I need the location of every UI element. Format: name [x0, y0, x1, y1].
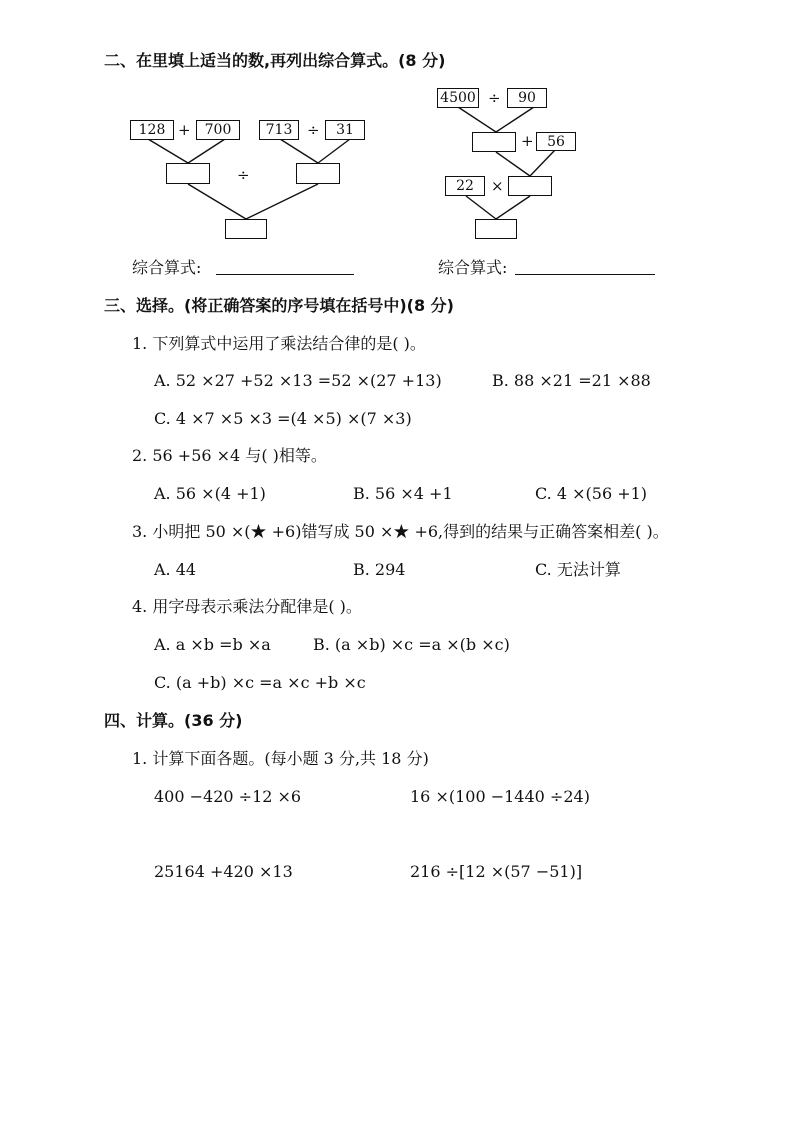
question-4-option-c: C. (a +b) ×c =a ×c +b ×c [154, 673, 366, 692]
tree-left-divide: ÷ [307, 121, 320, 139]
section4-title: 四、计算。(36 分) [104, 711, 243, 730]
tree-left-box-128: 128 [130, 120, 174, 140]
tree-left-mid-divide: ÷ [237, 166, 250, 184]
formula-blank-left[interactable] [216, 274, 354, 275]
tree-right-box-22: 22 [445, 176, 485, 196]
tree-connector-lines [0, 0, 800, 300]
tree-right-times: × [491, 177, 504, 195]
question-3-option-b: B. 294 [353, 560, 406, 579]
section2-title: 二、在里填上适当的数,再列出综合算式。(8 分) [104, 51, 446, 70]
tree-left-answer-box-final[interactable] [225, 219, 267, 239]
question-4-option-b: B. (a ×b) ×c =a ×(b ×c) [313, 635, 510, 654]
calc-expression-2: 16 ×(100 −1440 ÷24) [410, 787, 590, 806]
tree-left-answer-box-2[interactable] [296, 163, 340, 184]
question-2-option-c: C. 4 ×(56 +1) [535, 484, 648, 503]
tree-left-box-31: 31 [325, 120, 365, 140]
question-2-text: 2. 56 +56 ×4 与( )相等。 [132, 446, 327, 465]
calc-expression-3: 25164 +420 ×13 [154, 862, 293, 881]
formula-blank-right[interactable] [515, 274, 655, 275]
calc-expression-1: 400 −420 ÷12 ×6 [154, 787, 302, 806]
tree-right-divide: ÷ [488, 89, 501, 107]
question-3-option-c: C. 无法计算 [535, 560, 621, 579]
formula-label-right: 综合算式: [438, 258, 508, 277]
question-1-text: 1. 下列算式中运用了乘法结合律的是( )。 [132, 334, 426, 353]
question-2-option-a: A. 56 ×(4 +1) [154, 484, 266, 503]
tree-right-answer-box-final[interactable] [475, 219, 517, 239]
tree-right-box-56: 56 [536, 132, 576, 151]
tree-right-answer-box-1[interactable] [472, 132, 516, 152]
tree-right-plus: + [521, 132, 534, 150]
question-4-option-a: A. a ×b =b ×a [154, 635, 271, 654]
tree-left-answer-box-1[interactable] [166, 163, 210, 184]
tree-left-box-700: 700 [196, 120, 240, 140]
question-1-option-c: C. 4 ×7 ×5 ×3 =(4 ×5) ×(7 ×3) [154, 409, 412, 428]
question-3-option-a: A. 44 [154, 560, 197, 579]
tree-right-answer-box-2[interactable] [508, 176, 552, 196]
calc-expression-4: 216 ÷[12 ×(57 −51)] [410, 862, 583, 881]
question-1-option-b: B. 88 ×21 =21 ×88 [492, 371, 651, 390]
section4-sub1: 1. 计算下面各题。(每小题 3 分,共 18 分) [132, 749, 429, 768]
formula-label-left: 综合算式: [132, 258, 202, 277]
tree-right-box-4500: 4500 [437, 88, 479, 108]
question-3-text: 3. 小明把 50 ×(★ +6)错写成 50 ×★ +6,得到的结果与正确答案相差( )。 [132, 522, 669, 541]
question-1-option-a: A. 52 ×27 +52 ×13 =52 ×(27 +13) [154, 371, 442, 390]
tree-left-box-713: 713 [259, 120, 299, 140]
tree-right-box-90: 90 [507, 88, 547, 108]
tree-left-plus: + [178, 121, 191, 139]
question-4-text: 4. 用字母表示乘法分配律是( )。 [132, 597, 362, 616]
section3-title: 三、选择。(将正确答案的序号填在括号中)(8 分) [104, 296, 454, 315]
question-2-option-b: B. 56 ×4 +1 [353, 484, 453, 503]
